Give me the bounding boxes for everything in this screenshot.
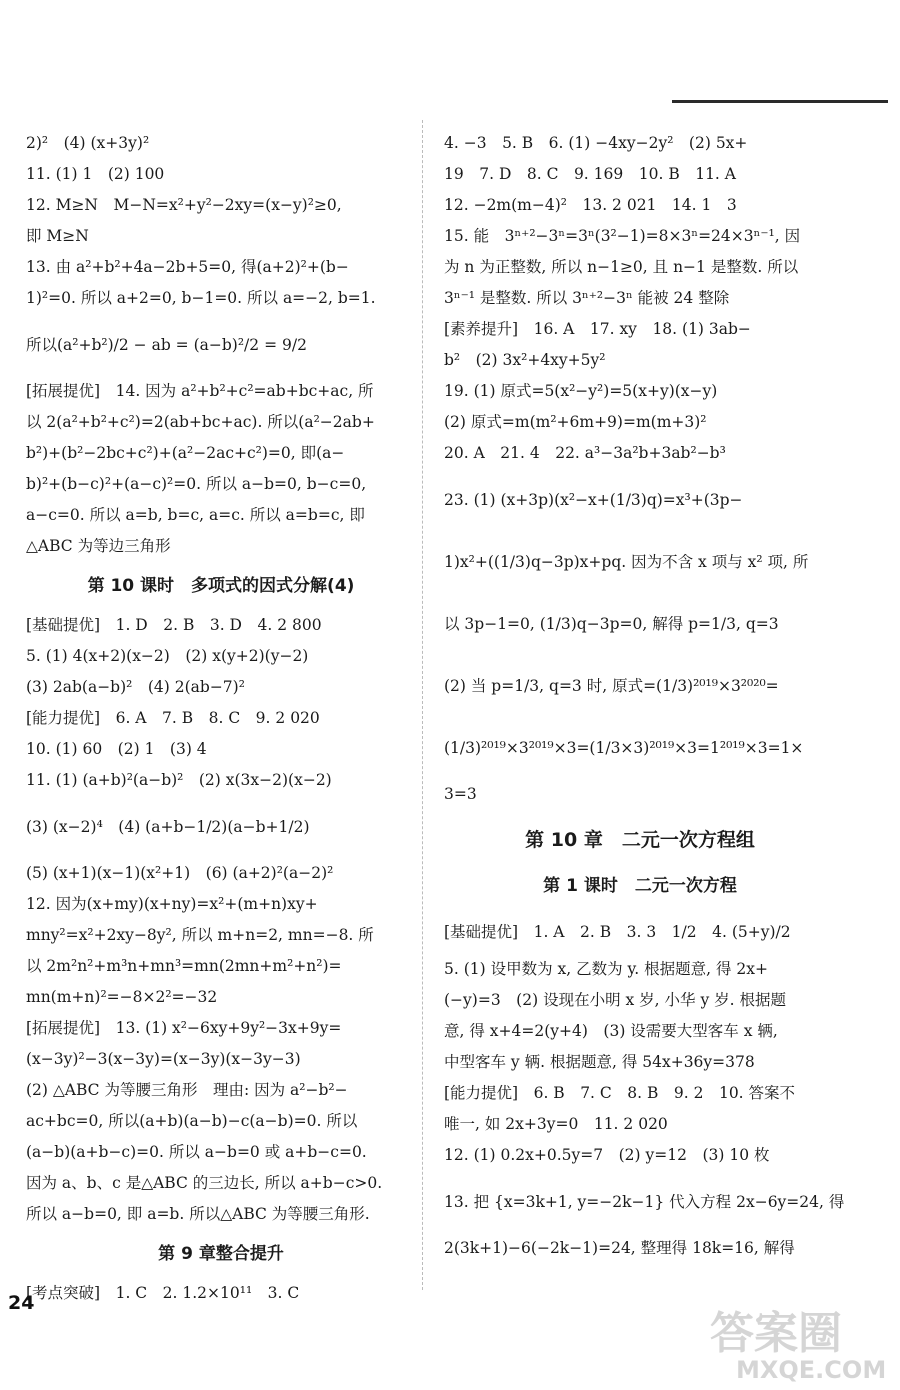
- answer-line: 23. (1) (x+3p)(x²−x+(1/3)q)=x³+(3p−: [444, 491, 743, 509]
- answer-line: 3ⁿ⁻¹ 是整数. 所以 3ⁿ⁺²−3ⁿ 能被 24 整除: [444, 289, 730, 307]
- answer-line: 唯一, 如 2x+3y=0 11. 2 020: [444, 1115, 668, 1133]
- section-heading: 第 1 课时 二元一次方程: [543, 876, 737, 896]
- answer-line: 12. (1) 0.2x+0.5y=7 (2) y=12 (3) 10 枚: [444, 1146, 770, 1164]
- answer-line: [拓展提优] 13. (1) x²−6xy+9y²−3x+9y=: [26, 1019, 342, 1037]
- watermark-sub: MXQE.COM: [736, 1356, 887, 1384]
- section-heading: 第 10 课时 多项式的因式分解(4): [87, 576, 355, 596]
- answer-line: 19 7. D 8. C 9. 169 10. B 11. A: [444, 165, 736, 183]
- answer-line: 12. M≥N M−N=x²+y²−2xy=(x−y)²≥0,: [26, 196, 342, 214]
- answer-line: 2)² (4) (x+3y)²: [26, 134, 150, 152]
- answer-line: 19. (1) 原式=5(x²−y²)=5(x+y)(x−y): [444, 382, 718, 400]
- chapter-heading: 第 10 章 二元一次方程组: [525, 829, 755, 851]
- answer-line: 12. 因为(x+my)(x+ny)=x²+(m+n)xy+: [26, 895, 318, 913]
- answer-line: 11. (1) (a+b)²(a−b)² (2) x(3x−2)(x−2): [26, 771, 332, 789]
- watermark-main: 答案圈: [710, 1308, 842, 1359]
- answer-line: [基础提优] 1. D 2. B 3. D 4. 2 800: [26, 616, 322, 634]
- answer-line: 5. (1) 设甲数为 x, 乙数为 y. 根据题意, 得 2x+: [444, 960, 768, 978]
- answer-line: 中型客车 y 辆. 根据题意, 得 54x+36y=378: [444, 1053, 755, 1071]
- answer-line: (1/3)²⁰¹⁹×3²⁰¹⁹×3=(1/3×3)²⁰¹⁹×3=1²⁰¹⁹×3=1×: [444, 739, 804, 757]
- section-heading: 第 9 章整合提升: [158, 1244, 284, 1264]
- answer-line: 即 M≥N: [26, 227, 89, 245]
- answer-line: 13. 由 a²+b²+4a−2b+5=0, 得(a+2)²+(b−: [26, 258, 349, 276]
- answer-line: 5. (1) 4(x+2)(x−2) (2) x(y+2)(y−2): [26, 647, 309, 665]
- right-column: [444, 128, 845, 1264]
- answer-line: (−y)=3 (2) 设现在小明 x 岁, 小华 y 岁. 根据题: [444, 991, 786, 1009]
- answer-line: b)²+(b−c)²+(a−c)²=0. 所以 a−b=0, b−c=0,: [26, 475, 367, 493]
- left-column: [26, 128, 416, 1309]
- answer-line: ac+bc=0, 所以(a+b)(a−b)−c(a−b)=0. 所以: [26, 1112, 358, 1130]
- answer-line: [能力提优] 6. B 7. C 8. B 9. 2 10. 答案不: [444, 1084, 796, 1102]
- answer-line: 20. A 21. 4 22. a³−3a²b+3ab²−b³: [444, 444, 726, 462]
- answer-line: [能力提优] 6. A 7. B 8. C 9. 2 020: [26, 709, 320, 727]
- answer-line: 11. (1) 1 (2) 100: [26, 165, 165, 183]
- answer-line: 意, 得 x+4=2(y+4) (3) 设需要大型客车 x 辆,: [444, 1022, 778, 1040]
- answer-line: 所以(a²+b²)/2 − ab = (a−b)²/2 = 9/2: [26, 336, 307, 354]
- header-rule: [672, 100, 888, 103]
- answer-line: (2) 原式=m(m²+6m+9)=m(m+3)²: [444, 413, 707, 431]
- answer-line: (a−b)(a+b−c)=0. 所以 a−b=0 或 a+b−c=0.: [26, 1143, 367, 1161]
- page-number: 24: [8, 1292, 35, 1314]
- answer-line: 10. (1) 60 (2) 1 (3) 4: [26, 740, 207, 758]
- answer-line: [考点突破] 1. C 2. 1.2×10¹¹ 3. C: [26, 1284, 300, 1302]
- answer-line: 所以 a−b=0, 即 a=b. 所以△ABC 为等腰三角形.: [26, 1205, 370, 1223]
- answer-line: [基础提优] 1. A 2. B 3. 3 1/2 4. (5+y)/2: [444, 923, 791, 941]
- watermark-logo: [706, 1300, 892, 1384]
- answer-line: (3) (x−2)⁴ (4) (a+b−1/2)(a−b+1/2): [26, 818, 310, 836]
- answer-line: 12. −2m(m−4)² 13. 2 021 14. 1 3: [444, 196, 737, 214]
- answer-line: [拓展提优] 14. 因为 a²+b²+c²=ab+bc+ac, 所: [26, 382, 374, 400]
- answer-line: mn(m+n)²=−8×2²=−32: [26, 988, 218, 1006]
- answer-line: 4. −3 5. B 6. (1) −4xy−2y² (2) 5x+: [444, 134, 748, 152]
- answer-line: 3=3: [444, 785, 477, 803]
- answer-line: (2) △ABC 为等腰三角形 理由: 因为 a²−b²−: [26, 1081, 348, 1099]
- answer-line: (5) (x+1)(x−1)(x²+1) (6) (a+2)²(a−2)²: [26, 864, 334, 882]
- answer-line: 1)x²+((1/3)q−3p)x+pq. 因为不含 x 项与 x² 项, 所: [444, 553, 809, 571]
- answer-line: 以 2(a²+b²+c²)=2(ab+bc+ac). 所以(a²−2ab+: [26, 413, 375, 431]
- answer-line: b² (2) 3x²+4xy+5y²: [444, 351, 606, 369]
- answer-line: 1)²=0. 所以 a+2=0, b−1=0. 所以 a=−2, b=1.: [26, 289, 376, 307]
- answer-line: 15. 能 3ⁿ⁺²−3ⁿ=3ⁿ(3²−1)=8×3ⁿ=24×3ⁿ⁻¹, 因: [444, 227, 801, 245]
- answer-line: 2(3k+1)−6(−2k−1)=24, 整理得 18k=16, 解得: [444, 1239, 795, 1257]
- answer-line: (3) 2ab(a−b)² (4) 2(ab−7)²: [26, 678, 245, 696]
- answer-line: b²)+(b²−2bc+c²)+(a²−2ac+c²)=0, 即(a−: [26, 444, 345, 462]
- answer-line: (x−3y)²−3(x−3y)=(x−3y)(x−3y−3): [26, 1050, 301, 1068]
- answer-line: 以 2m²n²+m³n+mn³=mn(2mn+m²+n²)=: [26, 957, 342, 975]
- answer-line: 因为 a、b、c 是△ABC 的三边长, 所以 a+b−c>0.: [26, 1174, 383, 1192]
- answer-line: [素养提升] 16. A 17. xy 18. (1) 3ab−: [444, 320, 751, 338]
- answer-line: △ABC 为等边三角形: [26, 537, 171, 555]
- answer-line: mny²=x²+2xy−8y², 所以 m+n=2, mn=−8. 所: [26, 926, 374, 944]
- answer-line: a−c=0. 所以 a=b, b=c, a=c. 所以 a=b=c, 即: [26, 506, 365, 524]
- answer-line: (2) 当 p=1/3, q=3 时, 原式=(1/3)²⁰¹⁹×3²⁰²⁰=: [444, 677, 779, 695]
- answer-line: 为 n 为正整数, 所以 n−1≥0, 且 n−1 是整数. 所以: [444, 258, 799, 276]
- answer-line: 13. 把 {x=3k+1, y=−2k−1} 代入方程 2x−6y=24, 得: [444, 1193, 845, 1211]
- answer-line: 以 3p−1=0, (1/3)q−3p=0, 解得 p=1/3, q=3: [444, 615, 779, 633]
- column-divider: [422, 120, 423, 1290]
